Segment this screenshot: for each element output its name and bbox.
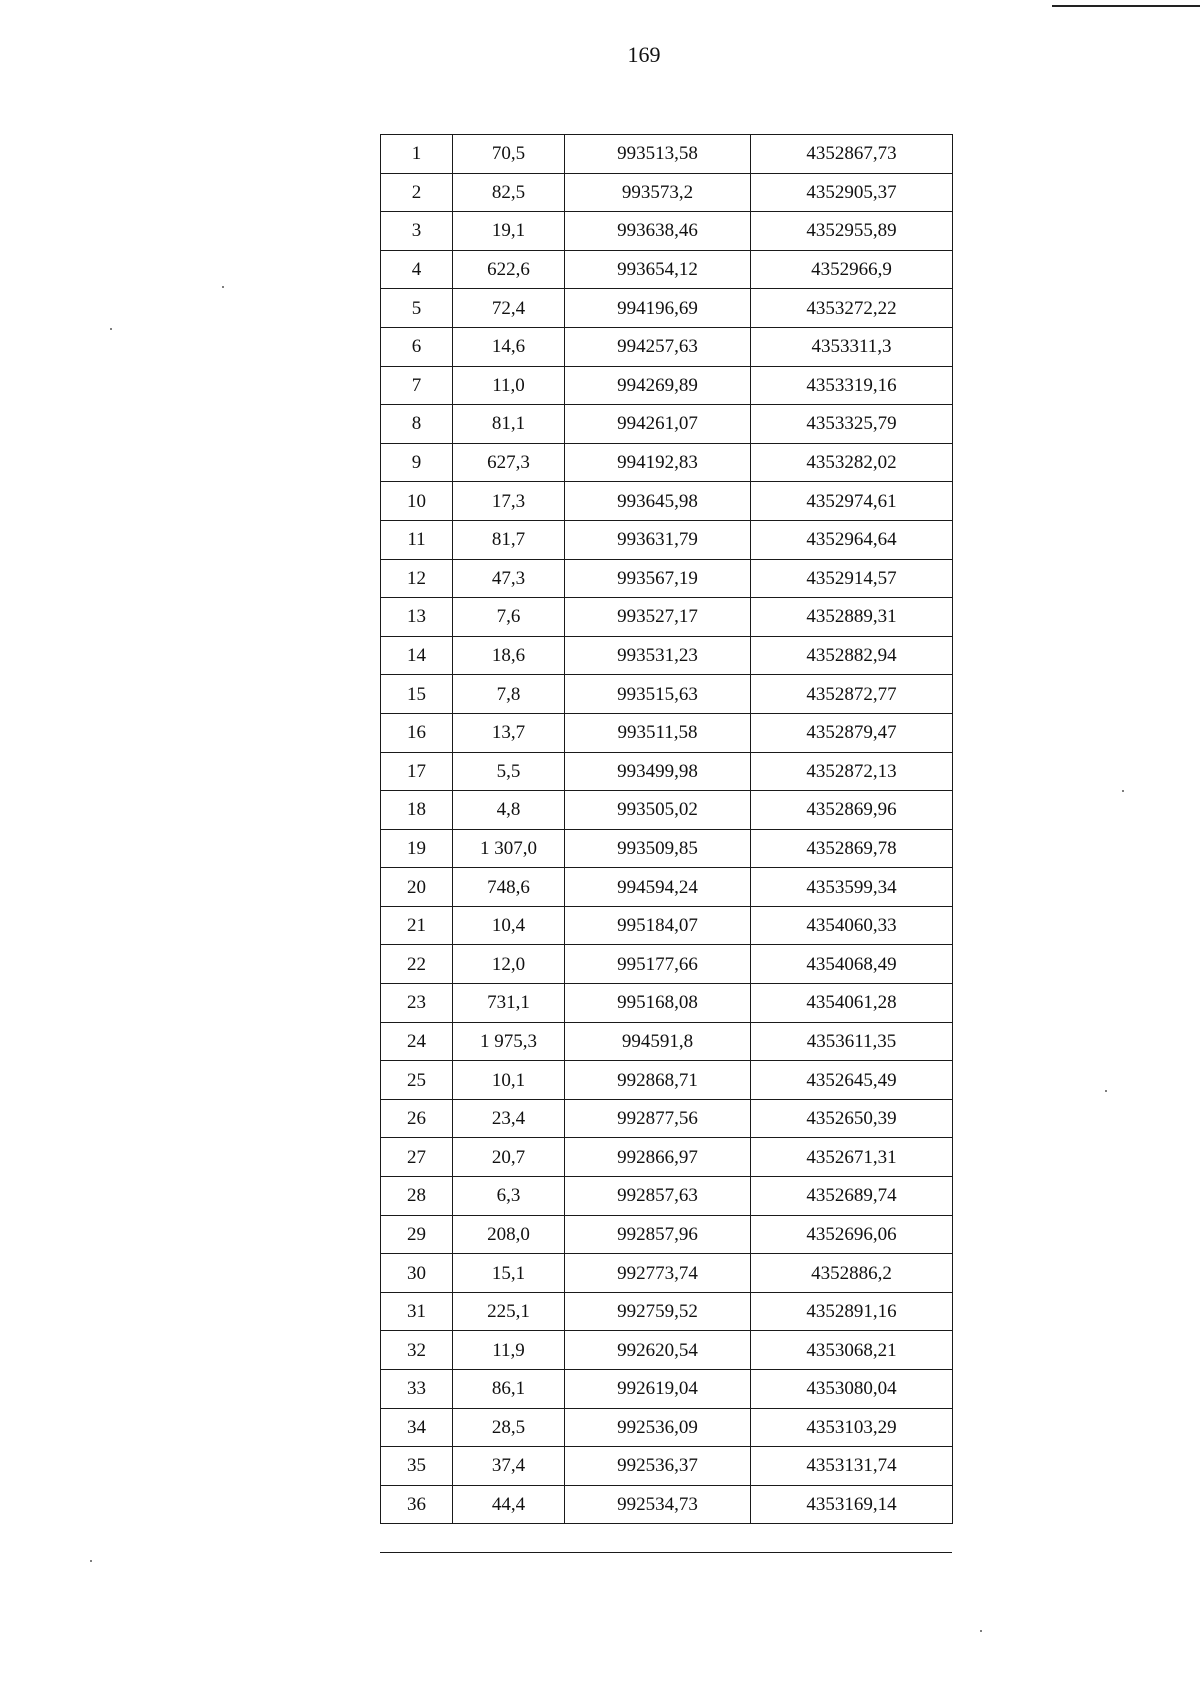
y-coordinate-cell: 4354061,28 (751, 984, 953, 1023)
table-row (381, 1177, 953, 1216)
x-coordinate-cell: 993505,02 (565, 791, 751, 830)
table-row (381, 1061, 953, 1100)
point-number-cell: 35 (381, 1447, 453, 1486)
x-coordinate-cell: 992536,09 (565, 1408, 751, 1447)
y-coordinate-cell: 4352886,2 (751, 1254, 953, 1293)
table-row (381, 520, 953, 559)
x-coordinate-cell: 992857,63 (565, 1177, 751, 1216)
y-coordinate-cell: 4353131,74 (751, 1447, 953, 1486)
x-coordinate-cell: 993515,63 (565, 675, 751, 714)
point-number-cell: 8 (381, 405, 453, 444)
segment-length-cell: 225,1 (453, 1292, 565, 1331)
point-number-cell: 33 (381, 1370, 453, 1409)
x-coordinate-cell: 994261,07 (565, 405, 751, 444)
x-coordinate-cell: 993567,19 (565, 559, 751, 598)
x-coordinate-cell: 993511,58 (565, 713, 751, 752)
point-number-cell: 22 (381, 945, 453, 984)
y-coordinate-cell: 4353068,21 (751, 1331, 953, 1370)
segment-length-cell: 11,9 (453, 1331, 565, 1370)
x-coordinate-cell: 992620,54 (565, 1331, 751, 1370)
point-number-cell: 7 (381, 366, 453, 405)
point-number-cell: 20 (381, 868, 453, 907)
segment-length-cell: 731,1 (453, 984, 565, 1023)
point-number-cell: 6 (381, 327, 453, 366)
y-coordinate-cell: 4354060,33 (751, 906, 953, 945)
y-coordinate-cell: 4353611,35 (751, 1022, 953, 1061)
point-number-cell: 11 (381, 520, 453, 559)
x-coordinate-cell: 993513,58 (565, 135, 751, 174)
scan-speck (1122, 790, 1124, 792)
table-row (381, 559, 953, 598)
x-coordinate-cell: 992536,37 (565, 1447, 751, 1486)
point-number-cell: 21 (381, 906, 453, 945)
y-coordinate-cell: 4352966,9 (751, 250, 953, 289)
segment-length-cell: 47,3 (453, 559, 565, 598)
y-coordinate-cell: 4352869,96 (751, 791, 953, 830)
table-row (381, 289, 953, 328)
table-row (381, 443, 953, 482)
table-row (381, 1485, 953, 1524)
segment-length-cell: 19,1 (453, 212, 565, 251)
segment-length-cell: 748,6 (453, 868, 565, 907)
point-number-cell: 31 (381, 1292, 453, 1331)
x-coordinate-cell: 992759,52 (565, 1292, 751, 1331)
x-coordinate-cell: 993654,12 (565, 250, 751, 289)
segment-length-cell: 81,7 (453, 520, 565, 559)
point-number-cell: 34 (381, 1408, 453, 1447)
x-coordinate-cell: 994196,69 (565, 289, 751, 328)
table-row (381, 327, 953, 366)
x-coordinate-cell: 993645,98 (565, 482, 751, 521)
y-coordinate-cell: 4353272,22 (751, 289, 953, 328)
x-coordinate-cell: 994192,83 (565, 443, 751, 482)
table-row (381, 1370, 953, 1409)
table-row (381, 906, 953, 945)
scan-speck (1105, 1090, 1107, 1092)
page-number: 169 (627, 42, 661, 67)
point-number-cell: 27 (381, 1138, 453, 1177)
table-row (381, 212, 953, 251)
table-row (381, 945, 953, 984)
table-row (381, 1022, 953, 1061)
segment-length-cell: 7,6 (453, 598, 565, 637)
table-row (381, 829, 953, 868)
point-number-cell: 28 (381, 1177, 453, 1216)
x-coordinate-cell: 992877,56 (565, 1099, 751, 1138)
x-coordinate-cell: 993499,98 (565, 752, 751, 791)
x-coordinate-cell: 995177,66 (565, 945, 751, 984)
y-coordinate-cell: 4352696,06 (751, 1215, 953, 1254)
point-number-cell: 13 (381, 598, 453, 637)
segment-length-cell: 17,3 (453, 482, 565, 521)
segment-length-cell: 82,5 (453, 173, 565, 212)
segment-length-cell: 72,4 (453, 289, 565, 328)
table-row (381, 868, 953, 907)
segment-length-cell: 18,6 (453, 636, 565, 675)
y-coordinate-cell: 4352914,57 (751, 559, 953, 598)
segment-length-cell: 13,7 (453, 713, 565, 752)
segment-length-cell: 7,8 (453, 675, 565, 714)
point-number-cell: 2 (381, 173, 453, 212)
x-coordinate-cell: 994257,63 (565, 327, 751, 366)
segment-length-cell: 622,6 (453, 250, 565, 289)
segment-length-cell: 14,6 (453, 327, 565, 366)
y-coordinate-cell: 4352879,47 (751, 713, 953, 752)
point-number-cell: 12 (381, 559, 453, 598)
point-number-cell: 14 (381, 636, 453, 675)
segment-length-cell: 1 307,0 (453, 829, 565, 868)
y-coordinate-cell: 4352645,49 (751, 1061, 953, 1100)
table-row (381, 482, 953, 521)
x-coordinate-cell: 994591,8 (565, 1022, 751, 1061)
scan-speck (222, 286, 224, 288)
point-number-cell: 23 (381, 984, 453, 1023)
x-coordinate-cell: 993573,2 (565, 173, 751, 212)
point-number-cell: 16 (381, 713, 453, 752)
point-number-cell: 29 (381, 1215, 453, 1254)
segment-length-cell: 23,4 (453, 1099, 565, 1138)
table-row (381, 1254, 953, 1293)
x-coordinate-cell: 993509,85 (565, 829, 751, 868)
segment-length-cell: 208,0 (453, 1215, 565, 1254)
y-coordinate-cell: 4352867,73 (751, 135, 953, 174)
y-coordinate-cell: 4352964,64 (751, 520, 953, 559)
point-number-cell: 25 (381, 1061, 453, 1100)
y-coordinate-cell: 4352671,31 (751, 1138, 953, 1177)
y-coordinate-cell: 4352872,13 (751, 752, 953, 791)
point-number-cell: 18 (381, 791, 453, 830)
point-number-cell: 9 (381, 443, 453, 482)
table-row (381, 250, 953, 289)
segment-length-cell: 28,5 (453, 1408, 565, 1447)
x-coordinate-cell: 994594,24 (565, 868, 751, 907)
table-row (381, 791, 953, 830)
point-number-cell: 17 (381, 752, 453, 791)
y-coordinate-cell: 4353282,02 (751, 443, 953, 482)
table-row (381, 1331, 953, 1370)
scan-edge-rule (1052, 5, 1200, 7)
coordinates-table (380, 134, 953, 1524)
table-bottom-rule (380, 1552, 952, 1553)
y-coordinate-cell: 4352872,77 (751, 675, 953, 714)
point-number-cell: 32 (381, 1331, 453, 1370)
table-row (381, 598, 953, 637)
y-coordinate-cell: 4353169,14 (751, 1485, 953, 1524)
y-coordinate-cell: 4353319,16 (751, 366, 953, 405)
y-coordinate-cell: 4352974,61 (751, 482, 953, 521)
table-row (381, 636, 953, 675)
y-coordinate-cell: 4352889,31 (751, 598, 953, 637)
x-coordinate-cell: 992868,71 (565, 1061, 751, 1100)
y-coordinate-cell: 4352905,37 (751, 173, 953, 212)
x-coordinate-cell: 994269,89 (565, 366, 751, 405)
x-coordinate-cell: 993531,23 (565, 636, 751, 675)
scan-speck (90, 1560, 92, 1562)
x-coordinate-cell: 993631,79 (565, 520, 751, 559)
segment-length-cell: 44,4 (453, 1485, 565, 1524)
y-coordinate-cell: 4352650,39 (751, 1099, 953, 1138)
point-number-cell: 15 (381, 675, 453, 714)
table-row (381, 984, 953, 1023)
table-row (381, 752, 953, 791)
y-coordinate-cell: 4352869,78 (751, 829, 953, 868)
x-coordinate-cell: 992857,96 (565, 1215, 751, 1254)
segment-length-cell: 1 975,3 (453, 1022, 565, 1061)
point-number-cell: 5 (381, 289, 453, 328)
segment-length-cell: 20,7 (453, 1138, 565, 1177)
point-number-cell: 4 (381, 250, 453, 289)
segment-length-cell: 81,1 (453, 405, 565, 444)
point-number-cell: 10 (381, 482, 453, 521)
x-coordinate-cell: 993638,46 (565, 212, 751, 251)
table-row (381, 1292, 953, 1331)
x-coordinate-cell: 995184,07 (565, 906, 751, 945)
point-number-cell: 26 (381, 1099, 453, 1138)
x-coordinate-cell: 993527,17 (565, 598, 751, 637)
table-row (381, 405, 953, 444)
x-coordinate-cell: 992619,04 (565, 1370, 751, 1409)
segment-length-cell: 10,4 (453, 906, 565, 945)
x-coordinate-cell: 992773,74 (565, 1254, 751, 1293)
segment-length-cell: 70,5 (453, 135, 565, 174)
y-coordinate-cell: 4354068,49 (751, 945, 953, 984)
y-coordinate-cell: 4353599,34 (751, 868, 953, 907)
segment-length-cell: 11,0 (453, 366, 565, 405)
y-coordinate-cell: 4353080,04 (751, 1370, 953, 1409)
coordinates-table-body (381, 135, 953, 1524)
table-row (381, 1099, 953, 1138)
y-coordinate-cell: 4352891,16 (751, 1292, 953, 1331)
scan-speck (110, 328, 112, 330)
point-number-cell: 3 (381, 212, 453, 251)
y-coordinate-cell: 4352689,74 (751, 1177, 953, 1216)
point-number-cell: 30 (381, 1254, 453, 1293)
table-row (381, 713, 953, 752)
segment-length-cell: 86,1 (453, 1370, 565, 1409)
table-row (381, 1215, 953, 1254)
segment-length-cell: 12,0 (453, 945, 565, 984)
segment-length-cell: 5,5 (453, 752, 565, 791)
y-coordinate-cell: 4353103,29 (751, 1408, 953, 1447)
scan-speck (980, 1630, 982, 1632)
x-coordinate-cell: 992534,73 (565, 1485, 751, 1524)
table-row (381, 1138, 953, 1177)
table-row (381, 1447, 953, 1486)
segment-length-cell: 37,4 (453, 1447, 565, 1486)
table-row (381, 1408, 953, 1447)
table-row (381, 173, 953, 212)
segment-length-cell: 4,8 (453, 791, 565, 830)
y-coordinate-cell: 4353311,3 (751, 327, 953, 366)
segment-length-cell: 10,1 (453, 1061, 565, 1100)
table-row (381, 675, 953, 714)
table-row (381, 135, 953, 174)
point-number-cell: 24 (381, 1022, 453, 1061)
y-coordinate-cell: 4352882,94 (751, 636, 953, 675)
x-coordinate-cell: 992866,97 (565, 1138, 751, 1177)
segment-length-cell: 6,3 (453, 1177, 565, 1216)
y-coordinate-cell: 4353325,79 (751, 405, 953, 444)
point-number-cell: 19 (381, 829, 453, 868)
x-coordinate-cell: 995168,08 (565, 984, 751, 1023)
point-number-cell: 1 (381, 135, 453, 174)
y-coordinate-cell: 4352955,89 (751, 212, 953, 251)
segment-length-cell: 15,1 (453, 1254, 565, 1293)
segment-length-cell: 627,3 (453, 443, 565, 482)
table-row (381, 366, 953, 405)
point-number-cell: 36 (381, 1485, 453, 1524)
